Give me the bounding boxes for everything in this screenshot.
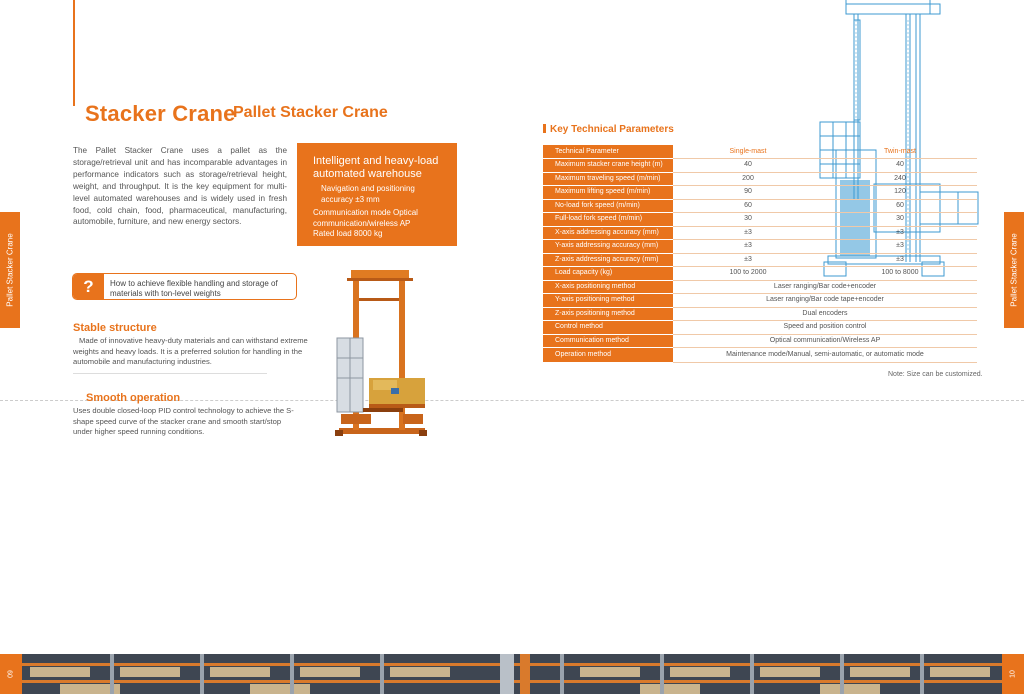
row-single: 90: [673, 186, 823, 200]
row-twin: 30: [823, 213, 977, 227]
side-tab-left-label: Pallet Stacker Crane: [5, 233, 15, 307]
row-value: Laser ranging/Bar code tape+encoder: [673, 294, 977, 308]
row-single: ±3: [673, 240, 823, 254]
row-twin: 120: [823, 186, 977, 200]
rack-post: [500, 654, 514, 694]
row-twin: 240: [823, 172, 977, 186]
row-param: Operation method: [543, 348, 673, 363]
row-value: Speed and position control: [673, 321, 977, 335]
table-row: [543, 253, 977, 267]
table-note: Note: Size can be customized.: [888, 371, 983, 378]
pallet: [580, 667, 640, 677]
row-param: Full-load fork speed (m/min): [543, 213, 673, 227]
row-twin: 40: [823, 159, 977, 173]
pallet: [30, 667, 90, 677]
rack-post: [520, 654, 530, 694]
table-row: [543, 280, 977, 294]
row-param: Maximum traveling speed (m/min): [543, 172, 673, 186]
row-value: Dual encoders: [673, 307, 977, 321]
pallet: [300, 667, 360, 677]
row-param: Y-axis addressing accuracy (mm): [543, 240, 673, 254]
question-text: How to achieve flexible handling and storage of materials with ton-level weights: [110, 279, 278, 298]
row-param: Maximum stacker crane height (m): [543, 159, 673, 173]
section-divider: [73, 373, 267, 374]
table-header-row: [543, 145, 977, 159]
intro-paragraph: The Pallet Stacker Crane uses a pallet as the storage/retrieval unit and has incomparable advantages in performance indicators such as storage/retrieval height, weight, and throughput. It is the key equipment for multi-level automated warehouses and is widely used in fresh food, cold chain, food, pharmaceutical, manufacturing, automobile, furniture, and new energy sectors.: [73, 146, 287, 227]
highlight-accuracy: Navigation and positioning accuracy ±3 mm: [321, 184, 415, 204]
row-single: 30: [673, 213, 823, 227]
row-param: Load capacity (kg): [543, 267, 673, 281]
header-twin: Twin-mast: [823, 145, 977, 159]
row-single: ±3: [673, 226, 823, 240]
pallet: [850, 667, 910, 677]
row-single: 100 to 2000: [673, 267, 823, 281]
table-row: [543, 334, 977, 348]
table-row: [543, 186, 977, 200]
row-param: X-axis positioning method: [543, 280, 673, 294]
rack-post: [560, 654, 564, 694]
pallet: [120, 667, 180, 677]
row-single: 40: [673, 159, 823, 173]
row-twin: 100 to 8000: [823, 267, 977, 281]
page-number-left-text: 09: [7, 670, 15, 678]
row-value: Laser ranging/Bar code+encoder: [673, 280, 977, 294]
stable-structure-text: Made of innovative heavy-duty materials and can withstand extreme weights and heavy loads. It is a preferred solution for handling in the automobile and manufacturing industries.: [73, 336, 308, 367]
page-title: Stacker Crane: [85, 101, 236, 126]
row-twin: ±3: [823, 240, 977, 254]
pallet: [930, 667, 990, 677]
question-mark-icon: ?: [73, 274, 104, 299]
highlight-communication: Communication mode Optical communication/wireless AP: [313, 208, 418, 228]
row-param: Z-axis addressing accuracy (mm): [543, 253, 673, 267]
row-twin: ±3: [823, 226, 977, 240]
page-number-right: [1002, 654, 1024, 694]
table-row: [543, 294, 977, 308]
pallet: [820, 684, 880, 694]
parameters-table: [543, 145, 977, 363]
page-number-right-text: 10: [1009, 670, 1017, 678]
row-param: Communication method: [543, 334, 673, 348]
rack-post: [200, 654, 204, 694]
rack-post: [290, 654, 294, 694]
row-twin: ±3: [823, 253, 977, 267]
row-param: Control method: [543, 321, 673, 335]
row-twin: 60: [823, 199, 977, 213]
pallet: [210, 667, 270, 677]
smooth-operation-text: Uses double closed-loop PID control technology to achieve the S-shape speed curve of the stacker crane and smooth start/stop under higher speed running conditions.: [73, 406, 294, 437]
table-row: [543, 213, 977, 227]
rack-post: [380, 654, 384, 694]
header-param: Technical Parameter: [543, 145, 673, 159]
page-subtitle: Pallet Stacker Crane: [233, 104, 388, 121]
table-row: [543, 159, 977, 173]
rack-post: [110, 654, 114, 694]
rack-post: [750, 654, 754, 694]
warehouse-photo-strip: [0, 654, 1024, 694]
row-param: Maximum lifting speed (m/min): [543, 186, 673, 200]
table-row: [543, 240, 977, 254]
highlight-box: [297, 143, 457, 246]
side-tab-left: [0, 212, 20, 328]
accent-line: [73, 0, 75, 106]
question-callout: [72, 273, 297, 300]
side-tab-right-label: Pallet Stacker Crane: [1009, 233, 1019, 307]
pallet: [760, 667, 820, 677]
row-param: No-load fork speed (m/min): [543, 199, 673, 213]
table-row: [543, 172, 977, 186]
pallet: [670, 667, 730, 677]
row-param: Z-axis positioning method: [543, 307, 673, 321]
rack-post: [660, 654, 664, 694]
rack-post: [920, 654, 924, 694]
pallet: [390, 667, 450, 677]
page-number-left: [0, 654, 22, 694]
stable-structure-title: Stable structure: [73, 322, 157, 334]
row-single: 60: [673, 199, 823, 213]
pallet: [640, 684, 700, 694]
row-single: 200: [673, 172, 823, 186]
table-row: [543, 226, 977, 240]
highlight-title: Intelligent and heavy-load automated warehouse: [313, 155, 439, 180]
side-tab-right: [1004, 212, 1024, 328]
row-value: Maintenance mode/Manual, semi-automatic, or automatic mode: [673, 348, 977, 363]
rack-post: [840, 654, 844, 694]
header-single: Single-mast: [673, 145, 823, 159]
table-row: [543, 267, 977, 281]
row-value: Optical communication/Wireless AP: [673, 334, 977, 348]
row-single: ±3: [673, 253, 823, 267]
heading-bar: [543, 124, 546, 133]
table-row: [543, 199, 977, 213]
row-param: X-axis addressing accuracy (mm): [543, 226, 673, 240]
table-heading-text: Key Technical Parameters: [550, 124, 674, 135]
table-row: [543, 348, 977, 363]
table-heading: [543, 124, 674, 135]
pallet: [250, 684, 310, 694]
table-row: [543, 321, 977, 335]
smooth-operation-title: Smooth operation: [86, 392, 181, 404]
stacker-crane-image: [333, 268, 429, 436]
row-param: Y-axis positioning method: [543, 294, 673, 308]
table-row: [543, 307, 977, 321]
highlight-load: Rated load 8000 kg: [313, 229, 383, 238]
